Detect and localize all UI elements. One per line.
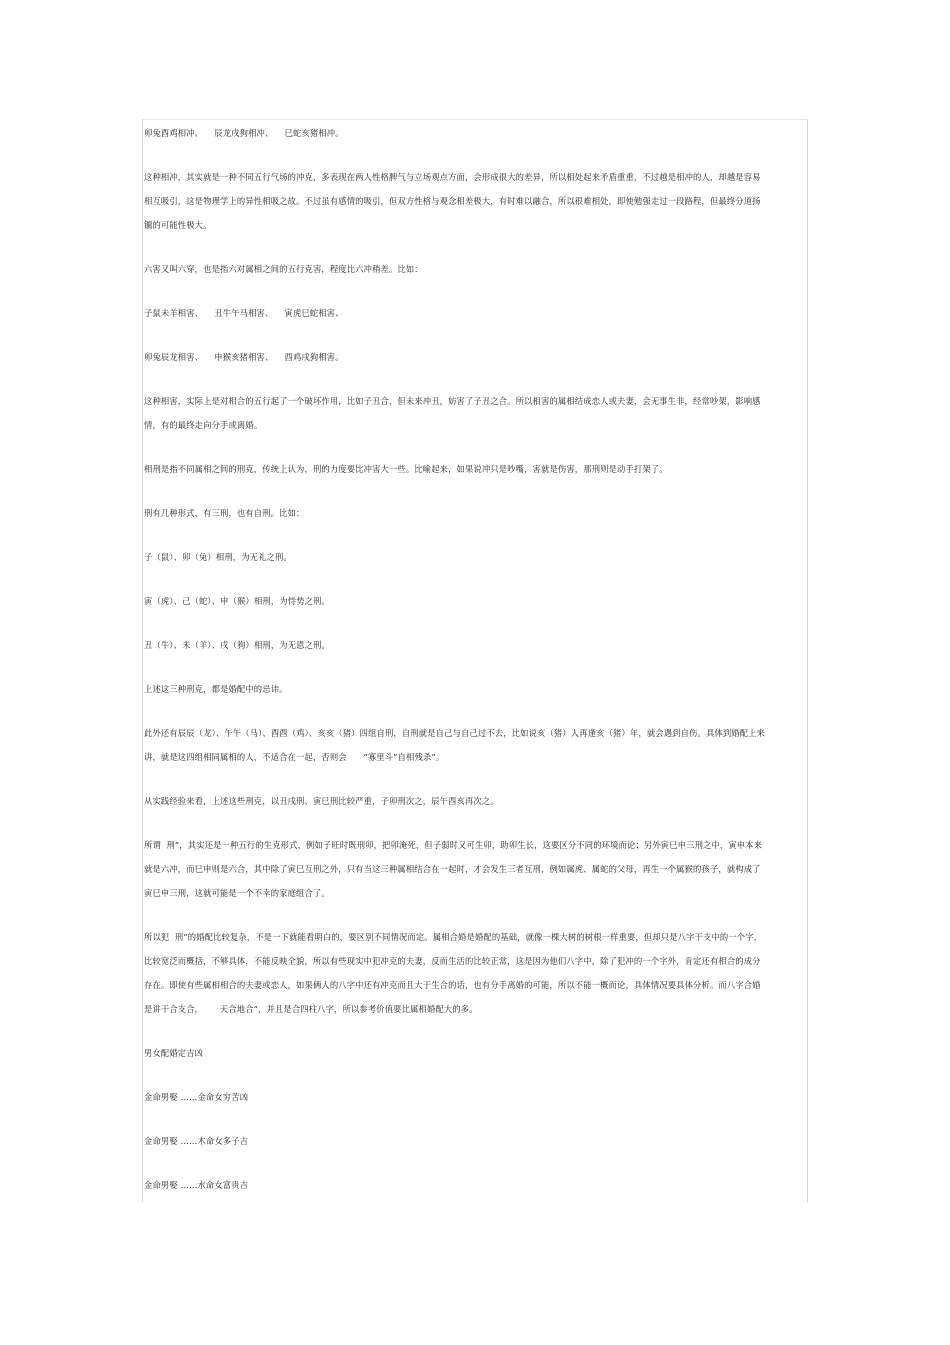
paragraph: 卯兔辰龙相害、 申猴亥猪相害、 酉鸡戌狗相害。 [144,352,344,362]
paragraph: 上述这三种刑克，都是婚配中的忌讳。 [144,684,288,694]
paragraph: 子鼠未羊相害、 丑牛午马相害、 寅虎巳蛇相害、 [144,308,344,318]
paragraph: 所谓 刑”，其实还是一种五行的生克形式，例如子旺时既刑卯，把卯淹死，但子弱时又可生卯，助卯生长，这要区分不同的环境而论；另外寅巳申三刑之中，寅申本来就是六冲，而巳申则是六合，其中除了寅巳互刑之外，只有当这三种属相结合在一起时，才会发生三者互刑，例如属虎、属蛇的父母，再生一个属猴的孩子，就构成了寅巳申三刑，这就可能是一个不幸的家庭组合了。 [144,840,763,898]
paragraph: 丑（牛）、未（羊）、戌（狗）相刑，为无恩之刑。 [144,640,330,650]
paragraph: 这种相害，实际上是对相合的五行起了一个破坏作用，比如子丑合，但未来冲丑，妨害了子丑之合。所以相害的属相结成恋人或夫妻，会无事生非，经常吵架，影响感情，有的最终走向分手或离婚。 [144,396,761,430]
list-item: 金命男娶 ……水命女富贵吉 [144,1180,249,1190]
paragraph: 寅（虎）、己（蛇）、申（猴）相刑，为恃势之刑。 [144,596,330,606]
paragraph: 子（鼠）、卯（兔）相刑，为无礼之刑。 [144,552,292,562]
paragraph: 相刑是指不同属相之间的刑克，传统上认为，刑的力度要比冲害大一些。比喻起来，如果说冲只是吵嘴，害就是伤害，那刑则是动手打架了。 [144,464,668,474]
paragraph: 卯兔酉鸡相冲、 辰龙戌狗相冲、 巳蛇亥猪相冲。 [144,128,344,138]
paragraph: 六害又叫六穿，也是指六对属相之间的五行克害，程度比六冲稍差。比如： [144,264,423,274]
list-item: 金命男娶 ……木命女多子吉 [144,1136,249,1146]
document-body [144,121,766,1217]
paragraph: 此外还有辰辰（龙）、午午（马）、酉酉（鸡）、亥亥（猪）四组自刑，自刑就是自己与自己过不去，比如说亥（猪）人再逢亥（猪）年，就会遇到自伤。具体到婚配上来讲，就是这四组相同属相的人，不适合在一起，否则会 “寡里斗”自相残杀”。 [144,728,766,762]
paragraph: 从实践经验来看，上述这些刑克，以丑戌刑、寅巳刑比较严重，子卯刑次之，辰午酉亥再次之。 [144,796,499,806]
paragraph: 刑有几种形式，有三刑，也有自刑。比如： [144,508,305,518]
paragraph: 这种相冲，其实就是一种不同五行气场的冲克，多表现在两人性格脾气与立场观点方面，会形成很大的差异，所以相处起来矛盾重重，不过越是相冲的人，却越是容易相互吸引，这是物理学上的异性相吸之故。不过虽有感情的吸引，但双方性格与观念相差极大，有时难以融合，所以很难相处，即使勉强走过一段路程，但最终分道扬镳的可能性极大。 [144,172,761,230]
paragraph: 所以犯 刑”的婚配比较复杂，不是一下就能看明白的，要区别不同情况而定。属相合婚是婚配的基础，就像一棵大树的树根一样重要，但却只是八字干支中的一个字，比较宽泛而概括，不够具体，不能反映全貌，所以有些现实中犯冲克的夫妻，反而生活的比较正常，这是因为他们八字中，除了犯冲的一个字外，肯定还有相合的成分存在。即使有些属相相合的夫妻或恋人，如果俩人的八字中还有冲克而且大于生合的话，也有分手离婚的可能，所以不能一概而论，具体情况要具体分析。而八字合婚是讲干合支合， 天合地合”，并且是合四柱八字，所以参考价值要比属相婚配大的多。 [144,932,763,1014]
section-heading: 男女配婚定吉凶 [144,1048,204,1058]
list-item: 金命男娶 ……金命女穷苦凶 [144,1092,249,1102]
